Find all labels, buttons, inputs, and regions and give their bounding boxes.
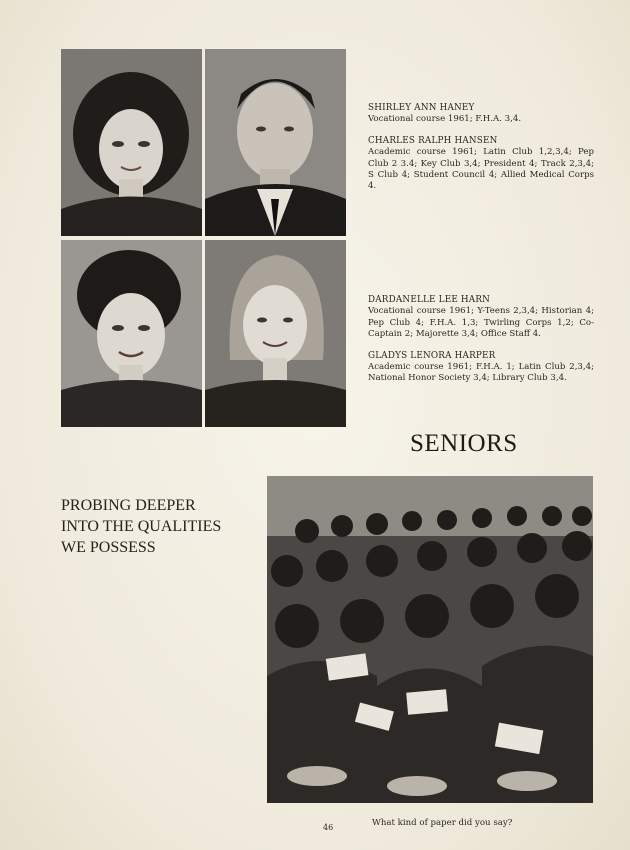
portrait-shirley-ann-haney <box>61 49 202 236</box>
caption-line: PROBING DEEPER <box>61 497 196 514</box>
senior-name: GLADYS LENORA HARPER <box>368 350 496 361</box>
bios-bottom <box>368 295 594 395</box>
senior-name: DARDANELLE LEE HARN <box>368 295 491 305</box>
senior-name: CHARLES RALPH HANSEN <box>368 135 498 146</box>
photo-caption: What kind of paper did you say? <box>372 818 513 828</box>
caption-line: WE POSSESS <box>61 539 156 556</box>
senior-details: Academic course 1961; Latin Club 1,2,3,4; Pep Club 2 3.4; Key Club 3,4; President 4; Track 2,3,4; S Club 4; Student Council 4; Allied Medical Corps 4. <box>368 147 594 192</box>
senior-entry <box>368 136 594 193</box>
assembly-group-photo <box>267 476 593 803</box>
feature-caption <box>61 495 221 558</box>
senior-entry <box>368 351 594 385</box>
portrait-charles-ralph-hansen <box>205 49 346 236</box>
section-title: SENIORS <box>410 430 518 457</box>
page-number: 46 <box>323 823 334 832</box>
senior-details: Vocational course 1961; Y-Teens 2,3,4; Historian 4; Pep Club 4; F.H.A. 1,3; Twirling Corps 1,2; Co-Captain 2; Majorette 3,4; Office Staff 4. <box>368 306 594 340</box>
senior-name: SHIRLEY ANN HANEY <box>368 103 475 113</box>
senior-details: Academic course 1961; F.H.A. 1; Latin Club 2,3,4; National Honor Society 3,4; Library Club 3,4. <box>368 362 594 384</box>
senior-entry <box>368 295 594 341</box>
portrait-dardanelle-lee-harn <box>61 240 202 427</box>
senior-details: Vocational course 1961; F.H.A. 3,4. <box>368 114 522 125</box>
senior-entry <box>368 103 594 126</box>
caption-line: INTO THE QUALITIES <box>61 518 222 535</box>
portrait-gladys-lenora-harper <box>205 240 346 427</box>
bios-top <box>368 103 594 203</box>
